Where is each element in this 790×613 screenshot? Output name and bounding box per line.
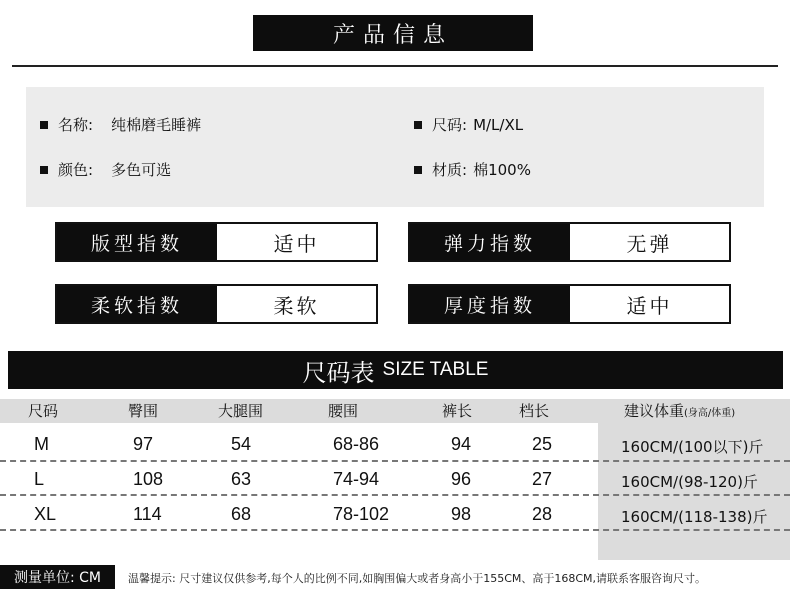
info-size-label: 尺码: [432,116,468,134]
row-l-hip: 108 [133,469,164,489]
info-size-value: M/L/XL [473,115,524,134]
header-thigh: 大腿围 [218,402,264,420]
info-material-label: 材质: [432,161,468,179]
index-elasticity-value: 无弹 [626,231,673,256]
header-recommend-label: 建议体重 [624,402,685,420]
size-table-title-cn: 尺码表 [302,358,375,387]
row-l-waist: 74-94 [333,469,380,489]
row-l-crotch: 27 [532,469,553,489]
row-xl-size: XL [34,504,57,524]
index-elasticity [408,222,731,262]
row-divider [0,529,790,531]
row-xl-thigh: 68 [231,504,252,524]
header-recommend-note: (身高/体重) [684,408,736,419]
square-bullet-icon [414,166,422,174]
info-size [414,114,523,135]
page-title: 产品信息 [253,15,533,51]
row-l-size: L [34,469,45,489]
row-m-crotch: 25 [532,434,553,454]
divider [12,65,778,67]
info-color [40,159,171,180]
size-table-title-en: SIZE TABLE [382,359,489,380]
product-info-panel [26,87,764,207]
row-divider [0,494,790,496]
info-material [414,159,531,180]
header-hip: 臀围 [128,402,159,420]
row-l-recommend: 160CM/(98-120)斤 [621,473,758,491]
header-waist: 腰围 [328,402,359,420]
info-color-value: 多色可选 [111,161,172,179]
info-material-value: 棉100% [473,161,531,179]
index-softness-value: 柔软 [273,293,320,318]
info-name-label: 名称: [58,116,94,134]
measure-unit-badge: 测量单位: CM [0,565,115,589]
header-size: 尺码 [28,402,59,420]
index-fit-value: 适中 [273,231,320,256]
info-name [40,114,201,135]
row-m-hip: 97 [133,434,154,454]
row-xl-recommend: 160CM/(118-138)斤 [621,508,768,526]
size-table-title [8,351,783,389]
row-m-size: M [34,434,49,454]
index-thickness [408,284,731,324]
index-elasticity-label: 弹力指数 [410,224,570,260]
row-m-waist: 68-86 [333,434,380,454]
row-xl-length: 98 [451,504,472,524]
row-xl-hip: 114 [133,504,162,524]
info-name-value: 纯棉磨毛睡裤 [111,116,202,134]
size-table-header [0,399,790,423]
row-l-length: 96 [451,469,472,489]
row-m-length: 94 [451,434,472,454]
row-m-recommend: 160CM/(100以下)斤 [621,438,764,456]
index-thickness-value: 适中 [626,293,673,318]
header-crotch: 档长 [519,402,550,420]
index-fit [55,222,378,262]
index-thickness-label: 厚度指数 [410,286,570,322]
square-bullet-icon [40,121,48,129]
square-bullet-icon [40,166,48,174]
index-softness [55,284,378,324]
row-m-thigh: 54 [231,434,252,454]
index-fit-label: 版型指数 [57,224,217,260]
footer-note: 温馨提示: 尺寸建议仅供参考,每个人的比例不同,如胸围偏大或者身高小于155CM、高于168CM,请联系客服咨询尺寸。 [128,572,707,585]
square-bullet-icon [414,121,422,129]
header-recommend [624,399,735,423]
row-xl-waist: 78-102 [333,504,390,524]
header-length: 裤长 [442,402,473,420]
row-l-thigh: 63 [231,469,252,489]
index-softness-label: 柔软指数 [57,286,217,322]
row-divider [0,460,790,462]
info-color-label: 颜色: [58,161,94,179]
row-xl-crotch: 28 [532,504,553,524]
